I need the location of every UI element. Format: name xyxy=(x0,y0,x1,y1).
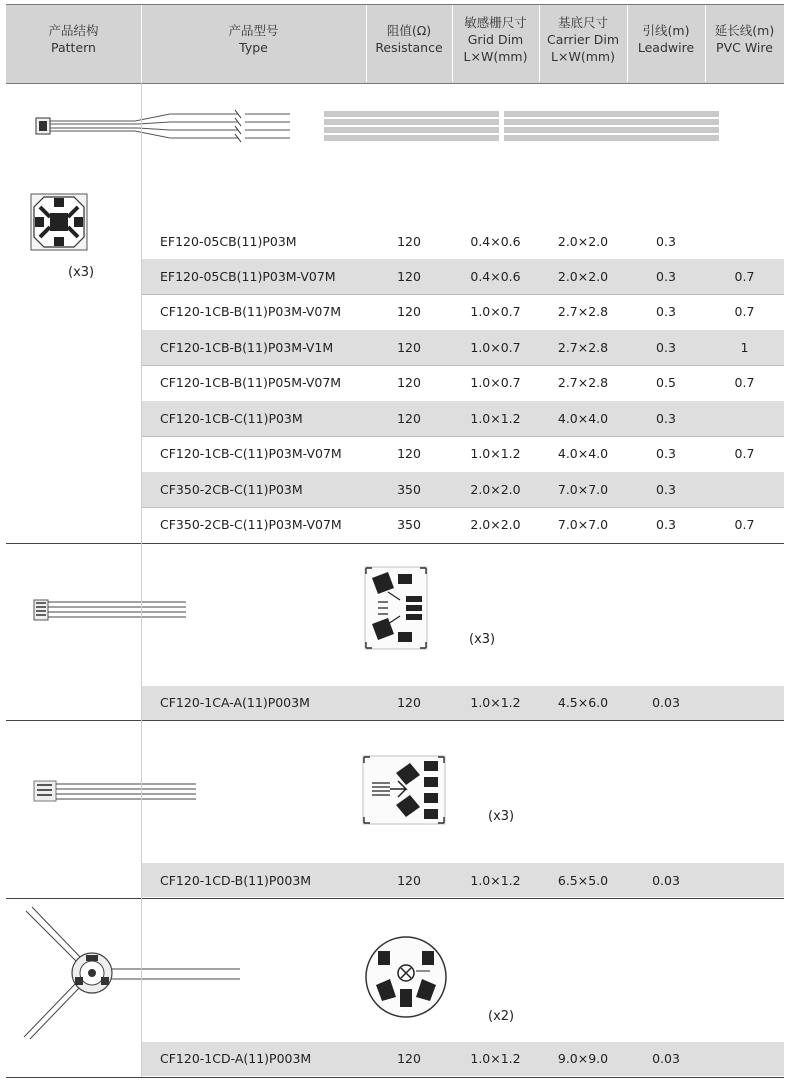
cell-leadwire: 0.3 xyxy=(656,517,676,532)
cell-resistance: 120 xyxy=(397,269,421,284)
header-divider xyxy=(141,5,142,82)
cell-resistance: 120 xyxy=(397,234,421,249)
cell-grid-dim: 0.4×0.6 xyxy=(470,234,521,249)
header-type xyxy=(141,0,366,78)
cell-type: CF120-1CB-C(11)P03M xyxy=(160,411,303,426)
cell-pvc-wire: 0.7 xyxy=(734,375,755,390)
header-grid xyxy=(452,0,539,78)
row-divider xyxy=(141,294,784,295)
header-carrier-en2: L×W(mm) xyxy=(551,48,615,64)
cell-type: CF120-1CA-A(11)P003M xyxy=(160,695,310,710)
header-pvc xyxy=(705,0,784,78)
header-grid-en2: L×W(mm) xyxy=(463,48,528,64)
cell-leadwire: 0.3 xyxy=(656,446,676,461)
header-carrier xyxy=(539,0,627,78)
cell-type: CF120-1CB-B(11)P03M-V07M xyxy=(160,304,342,319)
cell-carrier-dim: 2.7×2.8 xyxy=(557,340,609,355)
cell-carrier-dim: 6.5×5.0 xyxy=(557,873,609,888)
cell-type: CF120-1CB-B(11)P03M-V1M xyxy=(160,340,334,355)
header-leadwire-en: Leadwire xyxy=(637,40,695,55)
header-type-en: Type xyxy=(239,40,268,55)
cell-pvc-wire: 0.7 xyxy=(734,446,755,461)
cell-type: CF120-1CD-B(11)P003M xyxy=(160,873,312,888)
cell-leadwire: 0.03 xyxy=(652,873,680,888)
quantity-multiplier: (x3) xyxy=(68,265,95,280)
strain-gauge-pattern-1 xyxy=(30,193,88,251)
cell-resistance: 120 xyxy=(397,411,421,426)
cell-grid-dim: 1.0×0.7 xyxy=(470,375,521,390)
header-divider xyxy=(366,5,367,82)
cell-resistance: 350 xyxy=(397,482,421,497)
cell-pvc-wire: 0.7 xyxy=(734,304,755,319)
strain-gauge-with-leads-2 xyxy=(33,597,193,625)
section-divider xyxy=(6,1077,784,1078)
cell-leadwire: 0.5 xyxy=(656,375,676,390)
cell-leadwire: 0.3 xyxy=(656,340,676,355)
cell-carrier-dim: 4.0×4.0 xyxy=(557,446,609,461)
row-divider xyxy=(141,365,784,366)
header-resistance-en: Resistance xyxy=(375,40,443,55)
section-divider xyxy=(6,543,784,544)
header-resistance xyxy=(366,0,452,78)
cell-pvc-wire: 0.7 xyxy=(734,269,755,284)
cell-grid-dim: 1.0×1.2 xyxy=(470,695,521,710)
cell-resistance: 120 xyxy=(397,304,421,319)
cell-grid-dim: 0.4×0.6 xyxy=(470,269,521,284)
cell-resistance: 120 xyxy=(397,340,421,355)
cell-carrier-dim: 2.7×2.8 xyxy=(557,304,609,319)
cell-leadwire: 0.3 xyxy=(656,269,676,284)
cell-leadwire: 0.3 xyxy=(656,304,676,319)
row-divider xyxy=(141,436,784,437)
header-pvc-zh: 延长线(m) xyxy=(714,23,775,38)
long-leadwire-gauge-illustration xyxy=(30,108,730,150)
cell-type: EF120-05CB(11)P03M xyxy=(160,234,297,249)
cell-resistance: 120 xyxy=(397,1051,421,1066)
cell-grid-dim: 2.0×2.0 xyxy=(470,517,521,532)
header-carrier-zh: 基底尺寸 xyxy=(557,14,608,30)
cell-carrier-dim: 4.0×4.0 xyxy=(557,411,609,426)
header-resistance-zh: 阻值(Ω) xyxy=(386,23,432,38)
header-pattern xyxy=(6,0,141,78)
cell-grid-dim: 1.0×0.7 xyxy=(470,340,521,355)
cell-resistance: 120 xyxy=(397,446,421,461)
rosette-gauge-with-leads xyxy=(20,905,250,1040)
rosette-gauge-pattern xyxy=(364,935,448,1019)
strain-gauge-pattern-2 xyxy=(364,566,428,650)
cell-type: CF350-2CB-C(11)P03M xyxy=(160,482,303,497)
cell-leadwire: 0.3 xyxy=(656,411,676,426)
cell-type: EF120-05CB(11)P03M-V07M xyxy=(160,269,336,284)
strain-gauge-pattern-3 xyxy=(362,755,446,825)
header-leadwire xyxy=(627,0,705,78)
header-grid-en1: Grid Dim xyxy=(467,31,524,47)
cell-resistance: 350 xyxy=(397,517,421,532)
cell-carrier-dim: 2.0×2.0 xyxy=(557,234,609,249)
cell-carrier-dim: 7.0×7.0 xyxy=(557,517,609,532)
cell-pvc-wire: 0.7 xyxy=(734,517,755,532)
quantity-multiplier: (x3) xyxy=(488,809,515,824)
header-leadwire-zh: 引线(m) xyxy=(642,23,690,38)
cell-grid-dim: 2.0×2.0 xyxy=(470,482,521,497)
header-grid-zh: 敏感栅尺寸 xyxy=(464,14,527,30)
cell-type: CF120-1CD-A(11)P003M xyxy=(160,1051,312,1066)
header-carrier-en1: Carrier Dim xyxy=(547,31,619,47)
cell-carrier-dim: 2.0×2.0 xyxy=(557,269,609,284)
cell-grid-dim: 1.0×1.2 xyxy=(470,411,521,426)
cell-carrier-dim: 2.7×2.8 xyxy=(557,375,609,390)
strain-gauge-with-leads-3 xyxy=(33,779,203,805)
header-divider xyxy=(705,5,706,82)
header-divider xyxy=(539,5,540,82)
cell-leadwire: 0.03 xyxy=(652,1051,680,1066)
quantity-multiplier: (x2) xyxy=(488,1009,515,1024)
cell-grid-dim: 1.0×1.2 xyxy=(470,873,521,888)
header-divider xyxy=(627,5,628,82)
cell-grid-dim: 1.0×1.2 xyxy=(470,1051,521,1066)
cell-carrier-dim: 4.5×6.0 xyxy=(557,695,609,710)
cell-leadwire: 0.03 xyxy=(652,695,680,710)
cell-resistance: 120 xyxy=(397,873,421,888)
cell-carrier-dim: 9.0×9.0 xyxy=(557,1051,609,1066)
cell-leadwire: 0.3 xyxy=(656,234,676,249)
cell-type: CF120-1CB-B(11)P05M-V07M xyxy=(160,375,342,390)
column-divider xyxy=(141,83,142,1077)
cell-carrier-dim: 7.0×7.0 xyxy=(557,482,609,497)
cell-leadwire: 0.3 xyxy=(656,482,676,497)
cell-grid-dim: 1.0×1.2 xyxy=(470,446,521,461)
section-divider xyxy=(6,720,784,721)
row-divider xyxy=(141,507,784,508)
cell-pvc-wire: 1 xyxy=(740,340,749,355)
header-pvc-en: PVC Wire xyxy=(716,40,773,55)
cell-resistance: 120 xyxy=(397,375,421,390)
quantity-multiplier: (x3) xyxy=(469,632,496,647)
header-divider xyxy=(452,5,453,82)
cell-type: CF350-2CB-C(11)P03M-V07M xyxy=(160,517,342,532)
cell-resistance: 120 xyxy=(397,695,421,710)
header-pattern-en: Pattern xyxy=(51,40,96,55)
section-divider xyxy=(6,898,784,899)
cell-grid-dim: 1.0×0.7 xyxy=(470,304,521,319)
header-pattern-zh: 产品结构 xyxy=(48,23,99,38)
header-type-zh: 产品型号 xyxy=(228,23,279,38)
cell-type: CF120-1CB-C(11)P03M-V07M xyxy=(160,446,342,461)
